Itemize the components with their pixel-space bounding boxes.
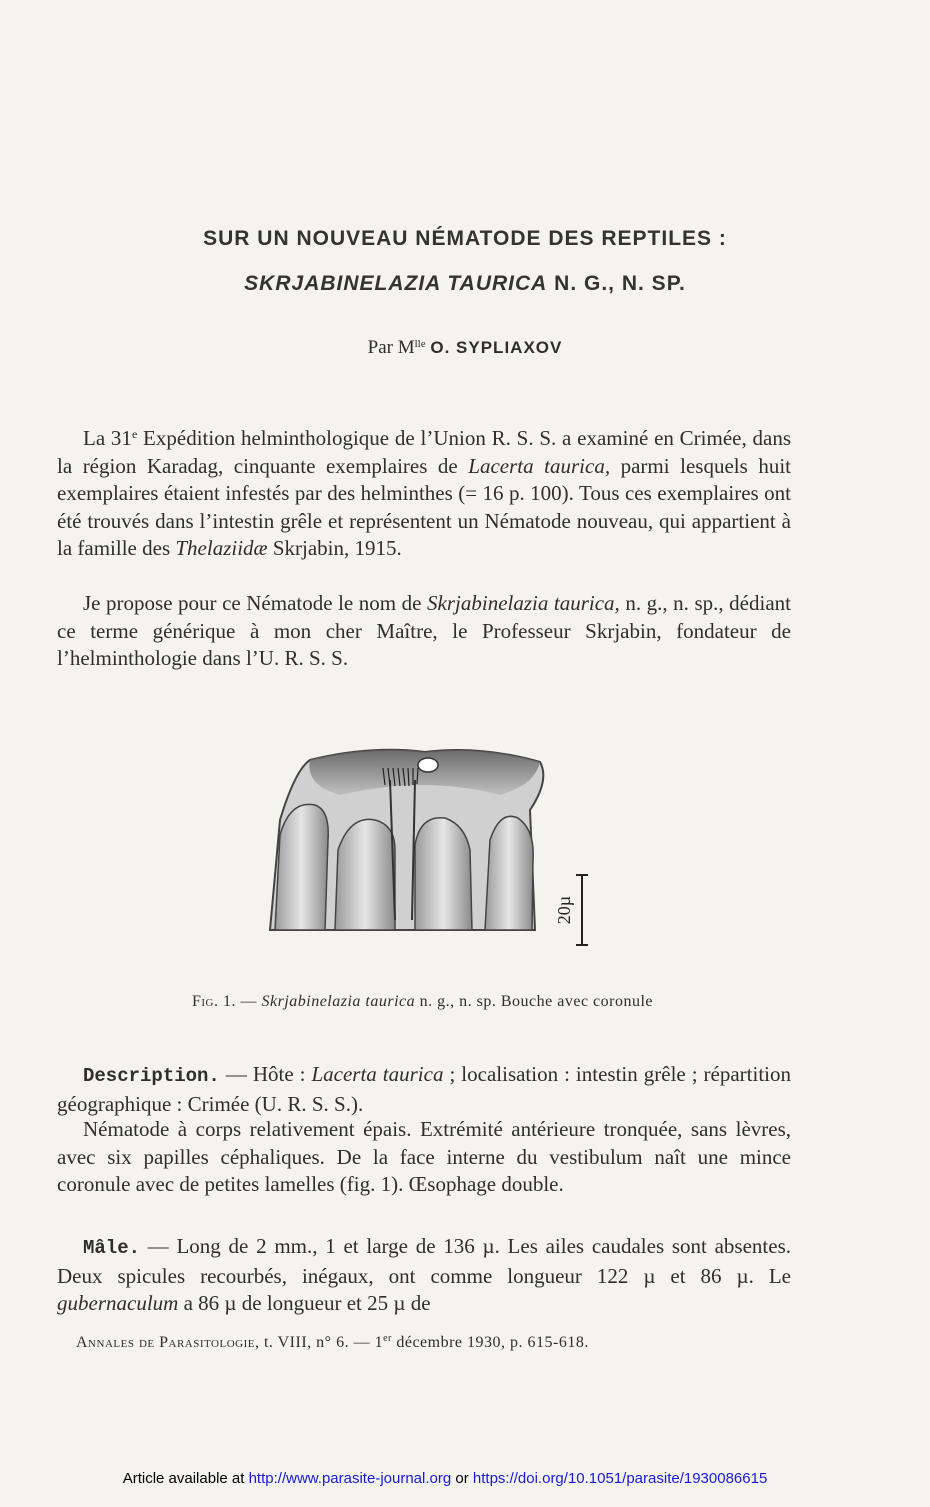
- paragraph-intro: [57, 421, 791, 563]
- scale-label: 20µ: [554, 895, 574, 925]
- figure-mouth-illustration: [250, 740, 610, 960]
- p1-text-b: Expédition helminthologique de l’Union R. S. S. a examiné en Crimée, dans la région Karadag, cinquante exemplaires de: [57, 426, 792, 478]
- article-title-line-2: [0, 272, 930, 296]
- p1-text-d: Skrjabin, 1915.: [267, 536, 402, 560]
- nematode-head-drawing: [250, 740, 610, 960]
- p1-family: Thelaziidæ: [175, 536, 268, 560]
- description-label: Description.: [83, 1065, 220, 1087]
- caption-species: Skrjabinelazia taurica: [261, 993, 416, 1010]
- availability-notice: [0, 1470, 890, 1487]
- p3-text-a: — Hôte :: [219, 1062, 312, 1086]
- availability-prefix: Article available at: [122, 1470, 249, 1487]
- title-suffix: N. G., N. SP.: [547, 272, 686, 295]
- caption-label: Fig. 1.: [191, 993, 236, 1010]
- journal-reference: [76, 1333, 776, 1352]
- paragraph-morphology: Nématode à corps relativement épais. Extrémité antérieure tronquée, sans lèvres, avec six papilles céphaliques. De la face interne du vestibulum naît une mince coronule avec de petites lamelles (fig. 1). Œsophage double.: [57, 1117, 791, 1196]
- figure-caption: [0, 993, 845, 1011]
- ref-text-b: décembre 1930, p. 615-618.: [391, 1334, 589, 1351]
- byline: [0, 337, 930, 359]
- article-title-line-1: SUR UN NOUVEAU NÉMATODE DES REPTILES :: [203, 227, 727, 250]
- ref-sup: er: [383, 1333, 392, 1344]
- p1-text-a: La 31: [83, 426, 132, 450]
- p1-species: Lacerta taurica,: [468, 453, 611, 478]
- journal-link[interactable]: http://www.parasite-journal.org: [248, 1470, 452, 1487]
- p5-text-a: — Long de 2 mm., 1 et large de 136 µ. Les ailes caudales sont absentes. Deux spicules recourbés, inégaux, ont comme longueur 122 µ et 86 µ. Le: [57, 1234, 791, 1288]
- ref-text-a: t. VIII, n° 6. — 1: [259, 1334, 384, 1351]
- caption-text: n. g., n. sp. Bouche avec coronule: [415, 993, 654, 1010]
- author-name: O. SYPLIAXOV: [430, 338, 563, 357]
- byline-prefix: Par M: [367, 337, 415, 358]
- male-label: Mâle.: [83, 1237, 141, 1259]
- p2-species: Skrjabinelazia taurica,: [427, 591, 620, 615]
- paragraph-description: [57, 1061, 791, 1118]
- title-species-name: SKRJABINELAZIA TAURICA: [244, 272, 548, 295]
- journal-name: Annales de Parasitologie,: [76, 1334, 260, 1351]
- availability-or: or: [451, 1470, 473, 1487]
- p1-sup: e: [131, 427, 138, 441]
- paragraph-male: [57, 1233, 791, 1318]
- doi-link[interactable]: https://doi.org/10.1051/parasite/1930086615: [472, 1470, 768, 1487]
- p1-text-c: parmi lesquels huit exemplaires étaient infestés par des helminthes (= 16 p. 100). Tous ces exemplaires ont été trouvés dans l’intestin grêle et représentent un Nématode nouveau, qui appartient à la famille des: [57, 453, 791, 560]
- p2-text-b: n. g., n. sp., dédiant ce terme générique à mon cher Maître, le Professeur Skrjabin, fondateur de l’helminthologie dans l’U. R. S. S.: [57, 591, 791, 670]
- p3-text-b: ; localisation : intestin grêle ; répartition géographique : Crimée (U. R. S. S.).: [57, 1062, 792, 1116]
- p5-gubernaculum: gubernaculum: [57, 1291, 179, 1315]
- p2-text-a: Je propose pour ce Nématode le nom de: [83, 591, 428, 615]
- p3-host: Lacerta taurica: [311, 1062, 444, 1086]
- caption-dash: —: [235, 993, 262, 1010]
- byline-title-sup: lle: [414, 338, 426, 350]
- paragraph-naming: [57, 590, 791, 673]
- p5-text-b: a 86 µ de longueur et 25 µ de: [178, 1291, 431, 1315]
